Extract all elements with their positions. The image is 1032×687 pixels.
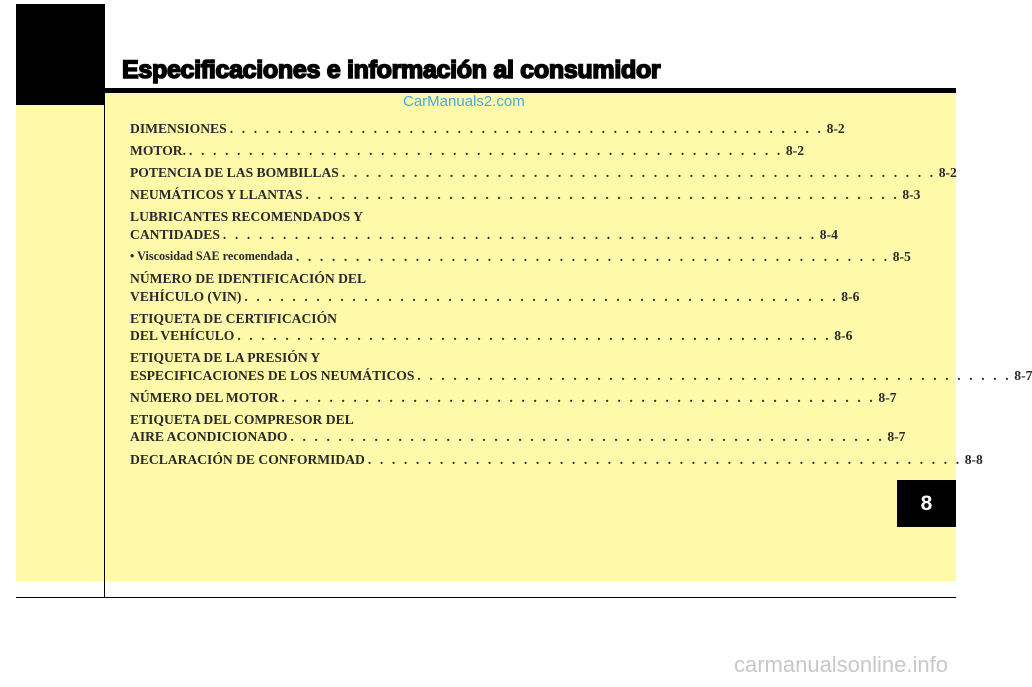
toc-entry-label: MOTOR. [130, 143, 187, 159]
toc-page-number: 8-5 [892, 248, 911, 264]
toc-entry-label: NÚMERO DEL MOTOR [130, 389, 279, 405]
toc-leader-dots: . . . . . . . . . . . . . . . . . . . . . . . . . . . . . . . . . . . . . . . . . . . . . . . . . . [229, 121, 824, 136]
toc-entry-heading-line [130, 310, 480, 328]
watermark-carmanuals2[interactable]: CarManuals2.com [403, 93, 525, 110]
toc-entry-label: CANTIDADES [130, 226, 220, 242]
toc-entry[interactable] [130, 349, 1032, 384]
page-title: Especificaciones e información al consumidor [122, 56, 661, 84]
toc-entry-line [130, 120, 845, 138]
toc-entry-line [130, 451, 983, 469]
toc-entry[interactable] [130, 411, 906, 446]
toc-page-number: 8-2 [826, 121, 845, 136]
toc-page-number: 8-6 [834, 328, 853, 344]
toc-entry[interactable] [130, 208, 838, 243]
toc-entry-label: LUBRICANTES RECOMENDADOS Y [130, 209, 363, 225]
toc-page-number: 8-7 [1014, 367, 1032, 383]
watermark-carmanualsonline[interactable]: carmanualsonline.info [733, 652, 948, 677]
toc-entry-label: • Viscosidad SAE recomendada [130, 248, 293, 263]
toc-entry[interactable] [130, 451, 983, 469]
toc-leader-dots: . . . . . . . . . . . . . . . . . . . . . . . . . . . . . . . . . . . . . . . . . . . . . . . . . . [222, 226, 817, 242]
toc-leader-dots: . . . . . . . . . . . . . . . . . . . . . . . . . . . . . . . . . . . . . . . . . . . . . . . . . . [417, 367, 1012, 383]
margin-rule [104, 4, 105, 598]
toc-leader-dots: . . . . . . . . . . . . . . . . . . . . . . . . . . . . . . . . . . . . . . . . . . . . . . . . . . [367, 451, 962, 467]
toc-entry-label: AIRE ACONDICIONADO [130, 429, 288, 445]
toc-entry[interactable] [130, 248, 911, 266]
toc-entry-label: ETIQUETA DEL COMPRESOR DEL [130, 411, 354, 427]
toc-entry-line [130, 327, 853, 345]
toc-entry-line [130, 428, 906, 446]
toc-entry-line [130, 164, 957, 182]
toc-entry-label: POTENCIA DE LAS BOMBILLAS [130, 165, 339, 181]
toc-leader-dots: . . . . . . . . . . . . . . . . . . . . . . . . . . . . . . . . . . . . . . . . . . . . . . . . . . [244, 288, 839, 304]
chapter-tab[interactable]: 8 [897, 480, 956, 527]
footer-rule [16, 597, 956, 598]
toc-entry-line [130, 142, 804, 160]
toc-leader-dots: . . . . . . . . . . . . . . . . . . . . . . . . . . . . . . . . . . . . . . . . . . . . . . . . . . [290, 429, 885, 445]
toc-entry-line [130, 288, 860, 306]
toc-leader-dots: . . . . . . . . . . . . . . . . . . . . . . . . . . . . . . . . . . . . . . . . . . . . . . . . . . [237, 328, 832, 344]
toc-leader-dots: . . . . . . . . . . . . . . . . . . . . . . . . . . . . . . . . . . . . . . . . . . . . . . . . . . [341, 165, 936, 181]
toc-entry-label: NÚMERO DE IDENTIFICACIÓN DEL [130, 271, 367, 287]
header-rule [105, 88, 956, 93]
toc-entry-heading-line [130, 270, 480, 288]
toc-entry[interactable] [130, 142, 804, 160]
toc-page-number: 8-6 [841, 288, 860, 304]
toc-page-number: 8-3 [902, 187, 921, 203]
toc-leader-dots: . . . . . . . . . . . . . . . . . . . . . . . . . . . . . . . . . . . . . . . . . . . . . . . . . . [281, 389, 876, 405]
toc-page-number: 8-8 [964, 451, 983, 467]
toc-entry-line [130, 389, 897, 407]
toc-entry-label: ETIQUETA DE CERTIFICACIÓN [130, 310, 337, 326]
toc-entry[interactable] [130, 164, 957, 182]
toc-entry[interactable] [130, 186, 921, 204]
toc-page-number: 8-4 [819, 226, 838, 242]
toc-entry[interactable] [130, 389, 897, 407]
toc-entry-heading-line [130, 411, 480, 429]
toc-entry-line [130, 186, 921, 204]
toc-entry-line [130, 248, 911, 266]
toc-entry-label: ESPECIFICACIONES DE LOS NEUMÁTICOS [130, 367, 415, 383]
toc-leader-dots: . . . . . . . . . . . . . . . . . . . . . . . . . . . . . . . . . . . . . . . . . . . . . . . . . . [295, 248, 890, 264]
corner-block [16, 4, 105, 105]
toc-entry-label: VEHÍCULO (VIN) [130, 288, 242, 304]
toc-entry-heading-line [130, 349, 480, 367]
toc-entry-line [130, 226, 838, 244]
toc-page-number: 8-7 [887, 429, 906, 445]
toc-entry-label: DEL VEHÍCULO [130, 328, 235, 344]
table-of-contents [130, 120, 1032, 473]
toc-entry-line [130, 367, 1032, 385]
toc-entry-label: DIMENSIONES [130, 121, 227, 136]
toc-leader-dots: . . . . . . . . . . . . . . . . . . . . . . . . . . . . . . . . . . . . . . . . . . . . . . . . . . [189, 143, 783, 159]
toc-entry[interactable] [130, 310, 853, 345]
toc-entry[interactable] [130, 270, 860, 305]
toc-entry-label: NEUMÁTICOS Y LLANTAS [130, 187, 303, 203]
toc-page-number: 8-2 [938, 165, 957, 181]
toc-entry[interactable] [130, 120, 845, 138]
toc-leader-dots: . . . . . . . . . . . . . . . . . . . . . . . . . . . . . . . . . . . . . . . . . . . . . . . . . . [305, 187, 900, 203]
toc-page-number: 8-7 [878, 389, 897, 405]
toc-entry-label: ETIQUETA DE LA PRESIÓN Y [130, 350, 321, 366]
toc-entry-label: DECLARACIÓN DE CONFORMIDAD [130, 451, 365, 467]
toc-entry-heading-line [130, 208, 480, 226]
toc-page-number: 8-2 [785, 143, 804, 159]
